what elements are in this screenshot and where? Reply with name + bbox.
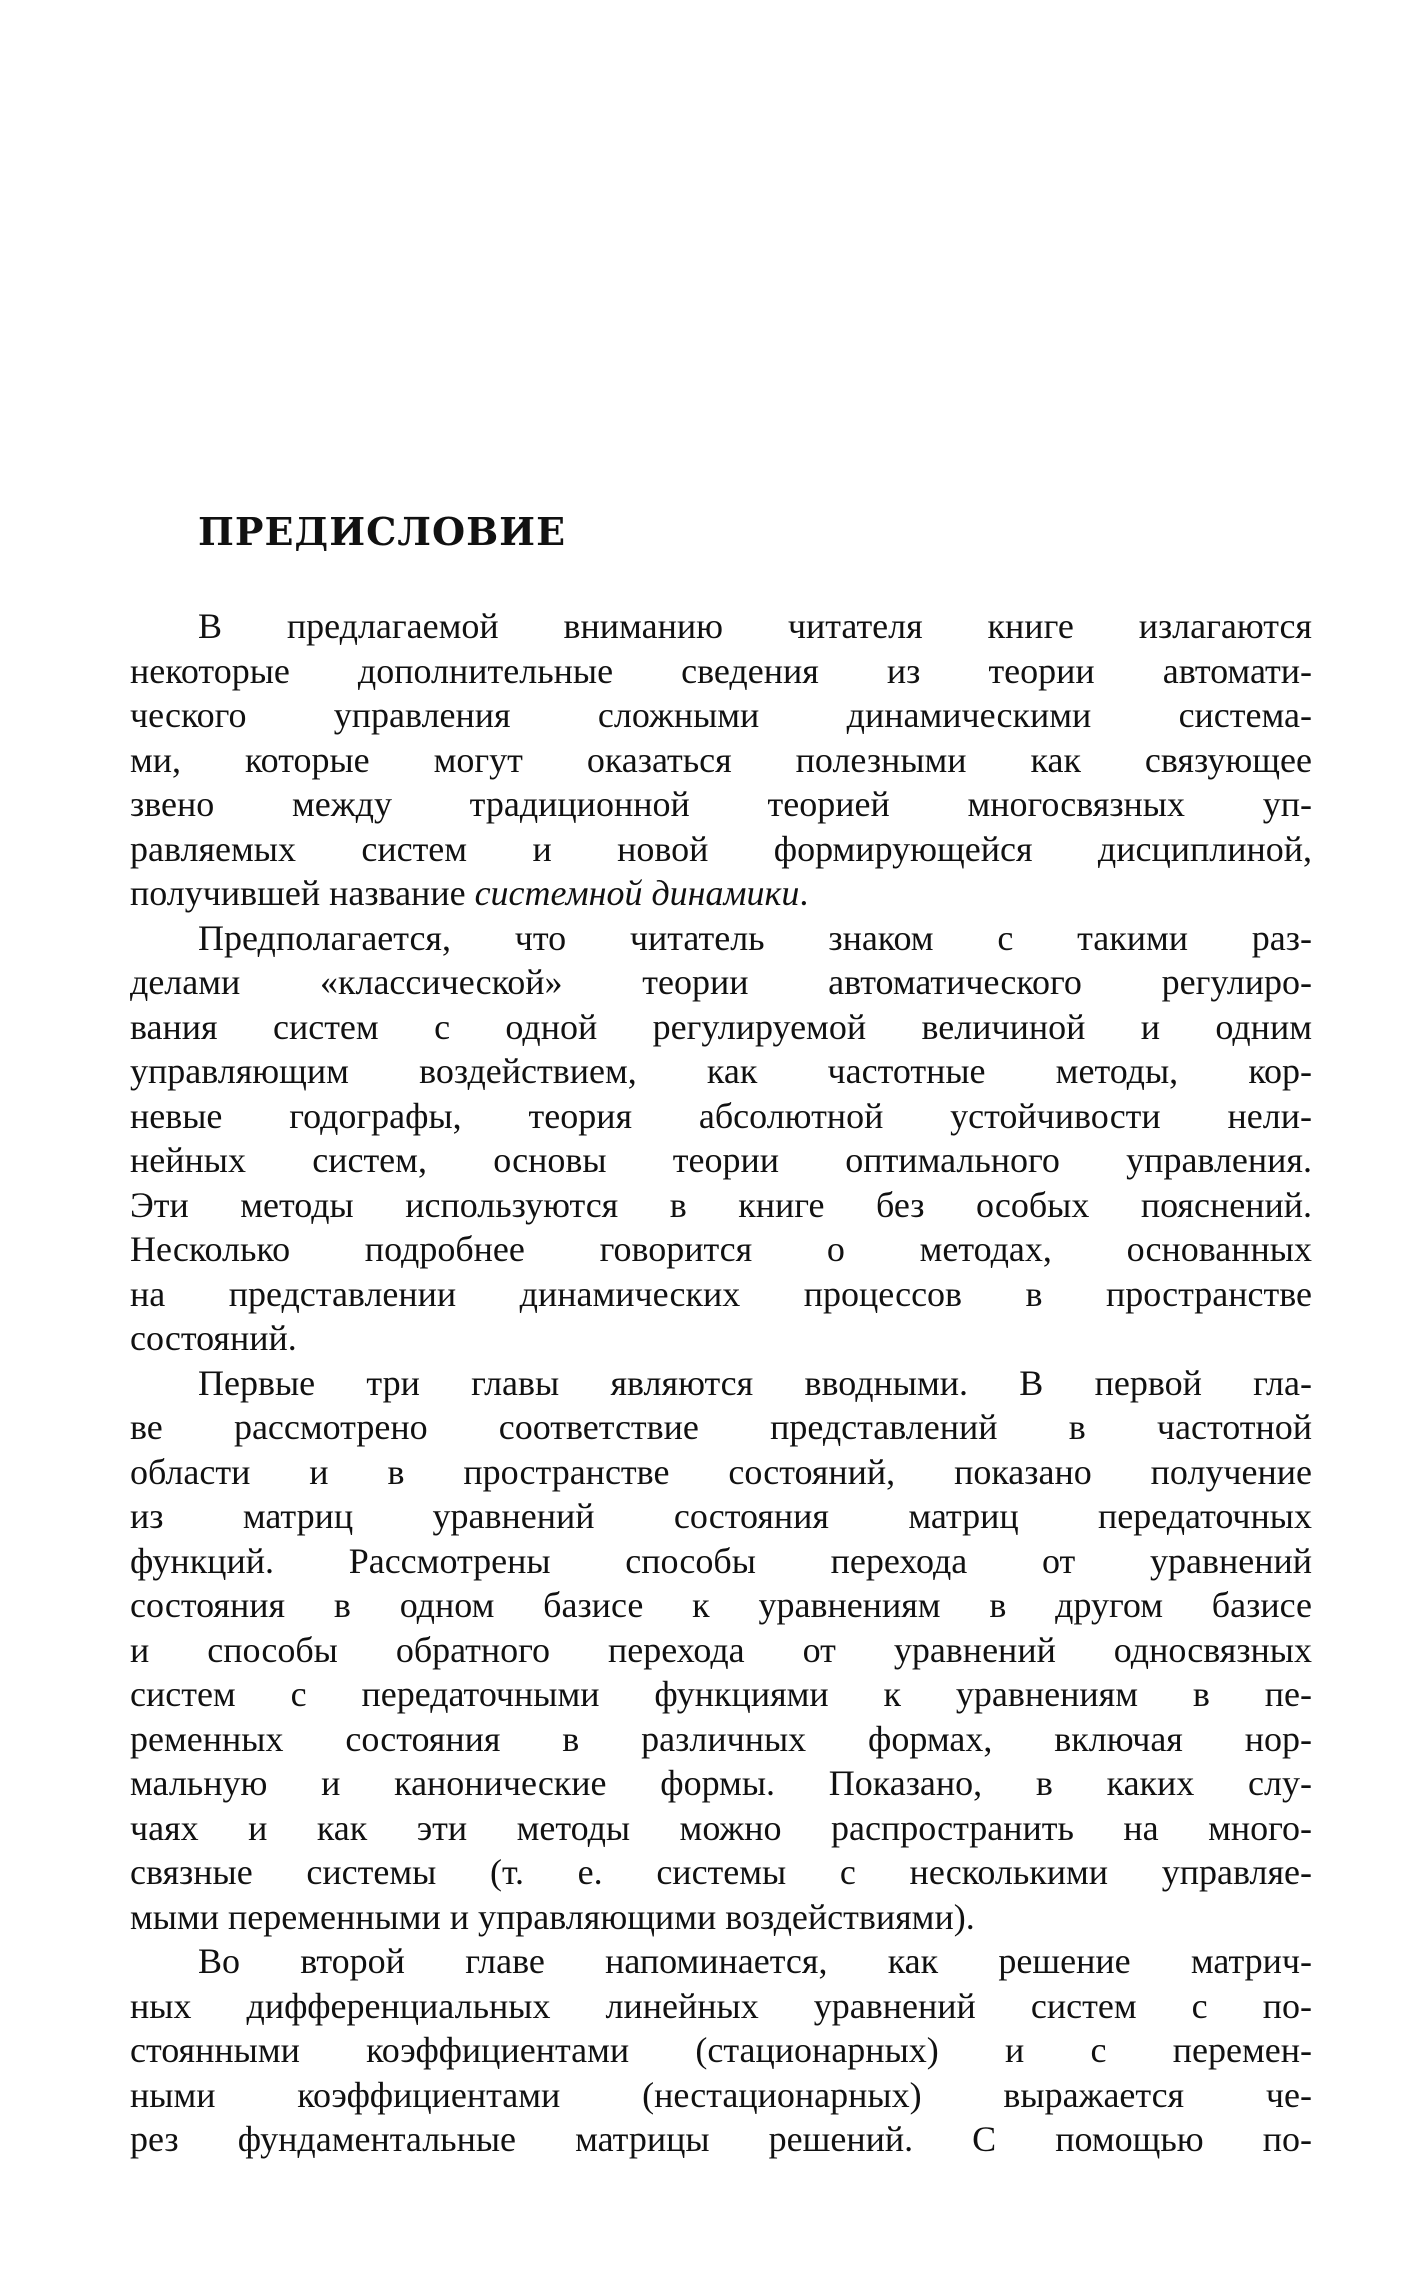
text-line bbox=[130, 871, 1312, 916]
text-line: ми, которые могут оказаться полезными как связующее bbox=[130, 739, 1312, 780]
text-line: Во второй главе напоминается, как решение матрич- bbox=[198, 1941, 1312, 1981]
text-line: и способы обратного перехода от уравнений односвязных bbox=[130, 1629, 1312, 1670]
paragraph-3 bbox=[130, 1361, 1312, 1940]
text-line: ве рассмотрено соответствие представлений в частотной bbox=[130, 1407, 1312, 1447]
text-line: мыми переменными и управляющими воздействиями). bbox=[130, 1896, 975, 1937]
text-line: В предлагаемой вниманию читателя книге излагаются bbox=[198, 606, 1312, 646]
text-line: функций. Рассмотрены способы перехода от уравнений bbox=[130, 1540, 1312, 1581]
text-line: Эти методы используются в книге без особых пояснений. bbox=[130, 1184, 1312, 1225]
text-line: стоянными коэффициентами (стационарных) и с перемен- bbox=[130, 2030, 1312, 2070]
text-line: состояний. bbox=[130, 1318, 297, 1358]
text-line: нейных систем, основы теории оптимального управления. bbox=[130, 1140, 1312, 1180]
text-line: систем с передаточными функциями к уравнениям в пе- bbox=[130, 1674, 1312, 1714]
text-line: Несколько подробнее говорится о методах, основанных bbox=[130, 1229, 1312, 1269]
text-line: некоторые дополнительные сведения из теории автомати- bbox=[130, 650, 1312, 691]
text-line: делами «классической» теории автоматического регулиро- bbox=[130, 962, 1312, 1002]
text-line: вания систем с одной регулируемой величиной и одним bbox=[130, 1006, 1312, 1047]
text-line: рез фундаментальные матрицы решений. С помощью по- bbox=[130, 2119, 1312, 2159]
text-line: области и в пространстве состояний, показано получение bbox=[130, 1451, 1312, 1492]
text-fragment: . bbox=[799, 873, 809, 913]
paragraph-1 bbox=[130, 604, 1312, 916]
paragraph-4 bbox=[130, 1939, 1312, 2162]
text-line: ческого управления сложными динамическими система- bbox=[130, 695, 1312, 735]
text-fragment: получившей название bbox=[130, 873, 475, 913]
text-line: состояния в одном базисе к уравнениям в другом базисе bbox=[130, 1585, 1312, 1625]
text-line: из матриц уравнений состояния матриц передаточных bbox=[130, 1496, 1312, 1536]
text-line: ременных состояния в различных формах, включая нор- bbox=[130, 1718, 1312, 1759]
text-line: равляемых систем и новой формирующейся дисциплиной, bbox=[130, 828, 1312, 869]
text-line: мальную и канонические формы. Показано, в каких слу- bbox=[130, 1763, 1312, 1803]
text-line: звено между традиционной теорией многосвязных уп- bbox=[130, 784, 1312, 824]
page-title: ПРЕДИСЛОВИЕ bbox=[198, 509, 567, 554]
preface-body bbox=[130, 604, 1312, 2162]
paragraph-2 bbox=[130, 916, 1312, 1361]
text-line: Первые три главы являются вводными. В первой гла- bbox=[198, 1362, 1312, 1403]
text-line: чаях и как эти методы можно распространить на много- bbox=[130, 1807, 1312, 1848]
text-line: на представлении динамических процессов в пространстве bbox=[130, 1273, 1312, 1314]
text-line: управляющим воздействием, как частотные методы, кор- bbox=[130, 1051, 1312, 1091]
text-line: связные системы (т. е. системы с несколькими управляе- bbox=[130, 1852, 1312, 1892]
emphasized-term: системной динамики bbox=[474, 873, 800, 913]
text-line: ными коэффициентами (нестационарных) выражается че- bbox=[130, 2074, 1312, 2115]
text-line: ных дифференциальных линейных уравнений систем с по- bbox=[130, 1985, 1312, 2026]
text-line: Предполагается, что читатель знаком с такими раз- bbox=[198, 917, 1312, 958]
text-line: невые годографы, теория абсолютной устойчивости нели- bbox=[130, 1095, 1312, 1136]
